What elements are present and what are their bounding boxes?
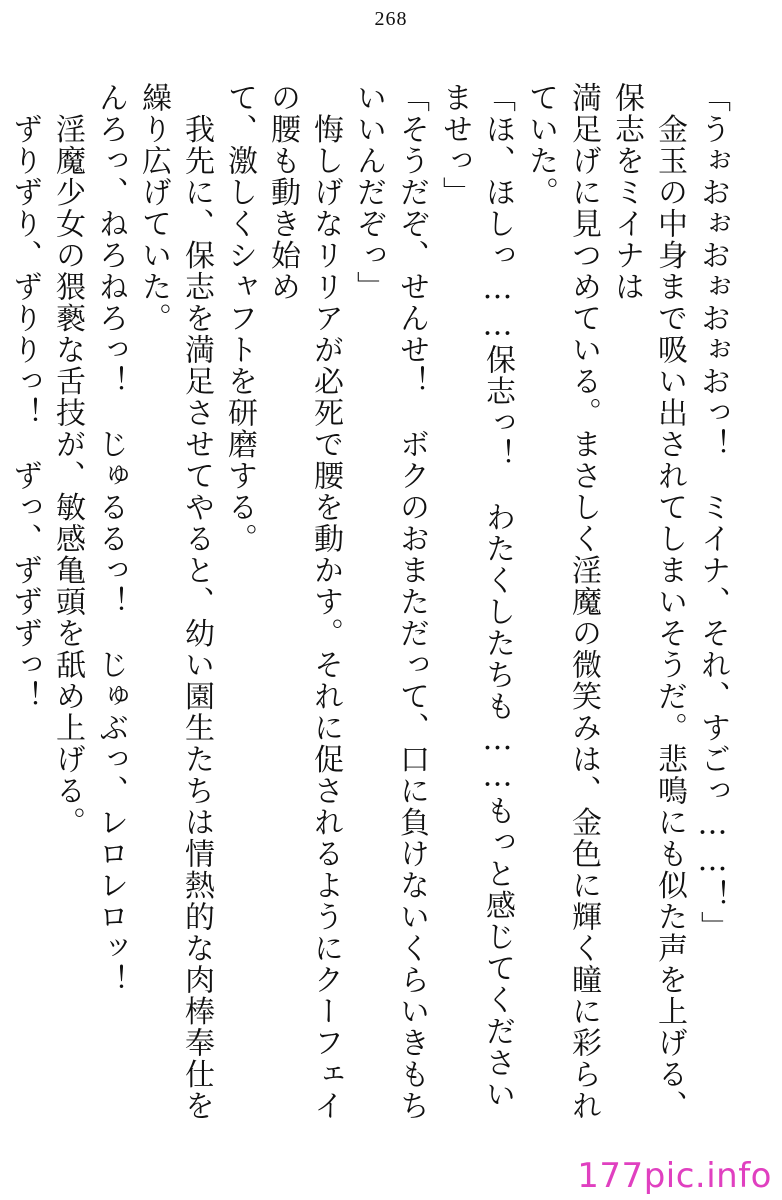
watermark: 177pic.info [577, 1156, 772, 1196]
text-line: 満足げに見つめている。まさしく淫魔の微笑みは、金色に輝く瞳に彩られていた。 [523, 82, 601, 1122]
text-line: ずりずり、ずりりっ！ ずっ、ずずずっ！ [7, 82, 42, 712]
text-line: 「ほ、ほしっ……保志っ！ わたくしたちも……もっと感じてくださいませっ」 [437, 82, 515, 1110]
text-line: 金玉の中身まで吸い出されてしまいそうだ。悲鳴にも似た声を上げる、保志をミイナは [609, 82, 687, 1122]
text-line: 「うぉおぉおぉおぉおっ！ ミイナ、それ、すごっ……！」 [695, 82, 730, 943]
text-line: 悔しげなリリアが必死で腰を動かす。それに促されるようにクーフェイの腰も動き始め [265, 82, 343, 1122]
text-line: 淫魔少女の猥褻な舌技が、敏感亀頭を舐め上げる。 [50, 82, 85, 838]
text-line: んろっ、ねろねろっ！ じゅるるっ！ じゅぶっ、レロレロッ！ [93, 82, 128, 996]
text-line: 我先に、保志を満足させてやると、幼い園生たちは情熱的な肉棒奉仕を繰り広げていた。 [136, 82, 214, 1122]
text-line [0, 82, 3, 1132]
text-line: 「そうだぞ、せんせ！ ボクのおまただって、口に負けないくらいきもちいいんだぞっ」 [351, 82, 429, 1122]
page-number: 268 [374, 8, 408, 30]
text-line: て、激しくシャフトを研磨する。 [222, 82, 257, 555]
body-text [7, 82, 734, 1132]
